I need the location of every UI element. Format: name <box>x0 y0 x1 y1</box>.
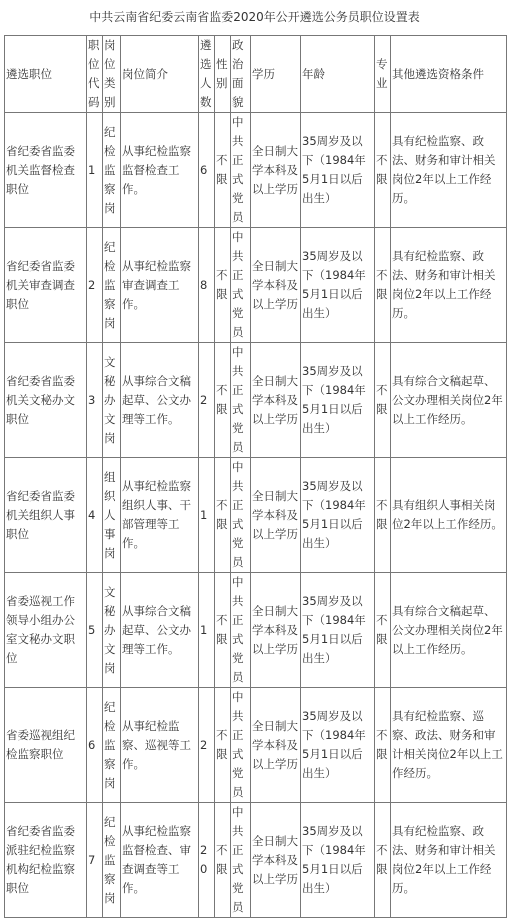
table-row <box>5 113 507 228</box>
table-row <box>5 458 507 573</box>
cell-gender: 不限 <box>215 688 231 803</box>
positions-table <box>4 35 507 918</box>
cell-category: 文秘办文岗 <box>103 573 121 688</box>
cell-education: 全日制大学本科及以上学历 <box>251 228 301 343</box>
cell-count: 20 <box>199 803 215 918</box>
table-row <box>5 803 507 918</box>
header-other: 其他遴选资格条件 <box>391 36 507 113</box>
cell-other: 具有纪检监察、政法、财务和审计相关岗位2年以上工作经历。 <box>391 803 507 918</box>
cell-category: 文秘办文岗 <box>103 343 121 458</box>
cell-education: 全日制大学本科及以上学历 <box>251 458 301 573</box>
cell-intro: 从事纪检监察、巡视等工作。 <box>121 688 199 803</box>
cell-political: 中共正式党员 <box>231 113 251 228</box>
cell-gender: 不限 <box>215 458 231 573</box>
cell-code: 5 <box>87 573 103 688</box>
cell-position: 省委巡视工作领导小组办公室文秘办文职位 <box>5 573 87 688</box>
cell-gender: 不限 <box>215 228 231 343</box>
cell-major: 不限 <box>375 573 391 688</box>
cell-category: 纪检监察岗 <box>103 113 121 228</box>
cell-code: 7 <box>87 803 103 918</box>
cell-category: 组织人事岗 <box>103 458 121 573</box>
table-row <box>5 688 507 803</box>
cell-major: 不限 <box>375 803 391 918</box>
cell-gender: 不限 <box>215 343 231 458</box>
cell-code: 1 <box>87 113 103 228</box>
cell-age: 35周岁及以下（1984年5月1日以后出生） <box>301 343 375 458</box>
header-political: 政治面貌 <box>231 36 251 113</box>
cell-political: 中共正式党员 <box>231 343 251 458</box>
cell-major: 不限 <box>375 343 391 458</box>
header-row <box>5 36 507 113</box>
cell-intro: 从事综合文稿起草、公文办理等工作。 <box>121 573 199 688</box>
header-category: 岗位类别 <box>103 36 121 113</box>
cell-age: 35周岁及以下（1984年5月1日以后出生） <box>301 458 375 573</box>
cell-code: 6 <box>87 688 103 803</box>
cell-code: 4 <box>87 458 103 573</box>
cell-count: 1 <box>199 458 215 573</box>
cell-education: 全日制大学本科及以上学历 <box>251 343 301 458</box>
cell-count: 1 <box>199 573 215 688</box>
header-position: 遴选职位 <box>5 36 87 113</box>
cell-major: 不限 <box>375 688 391 803</box>
cell-intro: 从事纪检监察监督检查工作。 <box>121 113 199 228</box>
cell-code: 2 <box>87 228 103 343</box>
cell-intro: 从事综合文稿起草、公文办理等工作。 <box>121 343 199 458</box>
cell-age: 35周岁及以下（1984年5月1日以后出生） <box>301 228 375 343</box>
cell-other: 具有纪检监察、政法、财务和审计相关岗位2年以上工作经历。 <box>391 113 507 228</box>
cell-code: 3 <box>87 343 103 458</box>
cell-count: 2 <box>199 343 215 458</box>
cell-category: 纪检监察岗 <box>103 688 121 803</box>
cell-political: 中共正式党员 <box>231 573 251 688</box>
cell-intro: 从事纪检监察审查调查工作。 <box>121 228 199 343</box>
cell-major: 不限 <box>375 458 391 573</box>
cell-count: 2 <box>199 688 215 803</box>
cell-position: 省委巡视组纪检监察职位 <box>5 688 87 803</box>
cell-age: 35周岁及以下（1984年5月1日以后出生） <box>301 573 375 688</box>
header-code: 职位代码 <box>87 36 103 113</box>
cell-other: 具有综合文稿起草、公文办理相关岗位2年以上工作经历。 <box>391 343 507 458</box>
cell-gender: 不限 <box>215 113 231 228</box>
cell-education: 全日制大学本科及以上学历 <box>251 688 301 803</box>
cell-age: 35周岁及以下（1984年5月1日以后出生） <box>301 113 375 228</box>
cell-age: 35周岁及以下（1984年5月1日以后出生） <box>301 688 375 803</box>
cell-position: 省纪委省监委机关监督检查职位 <box>5 113 87 228</box>
cell-intro: 从事纪检监察监督检查、审查调查等工作。 <box>121 803 199 918</box>
cell-gender: 不限 <box>215 573 231 688</box>
cell-political: 中共正式党员 <box>231 458 251 573</box>
cell-political: 中共正式党员 <box>231 688 251 803</box>
cell-gender: 不限 <box>215 803 231 918</box>
cell-intro: 从事纪检监察组织人事、干部管理等工作。 <box>121 458 199 573</box>
cell-major: 不限 <box>375 228 391 343</box>
cell-age: 35周岁及以下（1984年5月1日以后出生） <box>301 803 375 918</box>
cell-education: 全日制大学本科及以上学历 <box>251 803 301 918</box>
table-row <box>5 343 507 458</box>
cell-major: 不限 <box>375 113 391 228</box>
cell-count: 6 <box>199 113 215 228</box>
cell-education: 全日制大学本科及以上学历 <box>251 573 301 688</box>
cell-count: 8 <box>199 228 215 343</box>
table-title: 中共云南省纪委云南省监委2020年公开遴选公务员职位设置表 <box>89 10 420 24</box>
table-row <box>5 228 507 343</box>
cell-category: 纪检监察岗 <box>103 803 121 918</box>
header-major: 专业 <box>375 36 391 113</box>
cell-category: 纪检监察岗 <box>103 228 121 343</box>
cell-political: 中共正式党员 <box>231 803 251 918</box>
cell-position: 省纪委省监委机关组织人事职位 <box>5 458 87 573</box>
header-age: 年龄 <box>301 36 375 113</box>
cell-education: 全日制大学本科及以上学历 <box>251 113 301 228</box>
cell-position: 省纪委省监委机关文秘办文职位 <box>5 343 87 458</box>
cell-other: 具有纪检监察、政法、财务和审计相关岗位2年以上工作经历。 <box>391 228 507 343</box>
header-gender: 性别 <box>215 36 231 113</box>
cell-other: 具有纪检监察、巡察、政法、财务和审计相关岗位2年以上工作经历。 <box>391 688 507 803</box>
cell-other: 具有综合文稿起草、公文办理相关岗位2年以上工作经历。 <box>391 573 507 688</box>
cell-position: 省纪委省监委派驻纪检监察机构纪检监察职位 <box>5 803 87 918</box>
header-count: 遴选人数 <box>199 36 215 113</box>
header-education: 学历 <box>251 36 301 113</box>
header-intro: 岗位简介 <box>121 36 199 113</box>
table-row <box>5 573 507 688</box>
cell-position: 省纪委省监委机关审查调查职位 <box>5 228 87 343</box>
page <box>0 7 509 918</box>
cell-political: 中共正式党员 <box>231 228 251 343</box>
cell-other: 具有组织人事相关岗位2年以上工作经历。 <box>391 458 507 573</box>
